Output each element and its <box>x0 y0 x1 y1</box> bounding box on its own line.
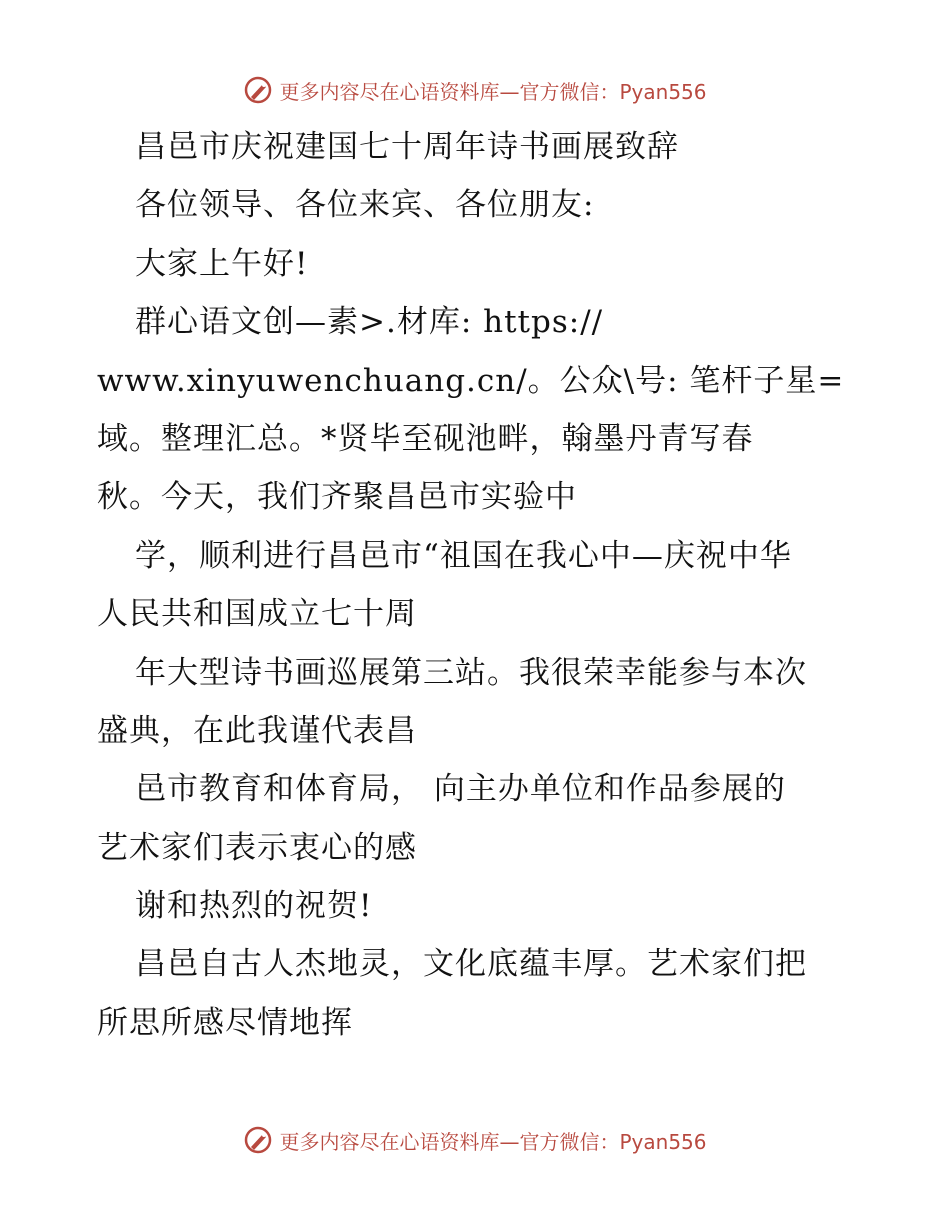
text-line: 秋。今天，我们齐聚昌邑市实验中 <box>97 479 577 516</box>
header-watermark-text: 更多内容尽在心语资料库—官方微信：Pyan556 <box>279 79 707 104</box>
footer-watermark-banner <box>0 1120 950 1160</box>
text-line: 邑市教育和体育局， 向主办单位和作品参展的 <box>135 771 786 808</box>
greeting-line: 大家上午好! <box>135 245 309 282</box>
pen-nib-logo-icon <box>243 1125 273 1155</box>
text-line: 所思所感尽情地挥 <box>97 1004 353 1041</box>
text-line: 盛典，在此我谨代表昌 <box>97 712 417 749</box>
text-line: 昌邑自古人杰地灵，文化底蕴丰厚。艺术家们把 <box>135 946 807 983</box>
text-line: 学，顺利进行昌邑市“祖国在我心中—庆祝中华 <box>135 537 792 574</box>
text-line: 年大型诗书画巡展第三站。我很荣幸能参与本次 <box>135 654 807 691</box>
text-line: 域。整理汇总。*贤毕至砚池畔，翰墨丹青写春 <box>97 420 754 457</box>
text-line: 艺术家们表示衷心的感 <box>97 829 417 866</box>
text-line: 谢和热烈的祝贺! <box>135 888 373 925</box>
text-line: www.xinyuwenchuang.cn/。公众\号: 笔杆子星= <box>97 362 845 399</box>
text-line: 人民共和国成立七十周 <box>97 596 417 633</box>
document-body <box>97 118 857 1052</box>
header-watermark-banner <box>0 70 950 110</box>
document-title: 昌邑市庆祝建国七十周年诗书画展致辞 <box>135 129 679 165</box>
text-line: 群心语文创—素>.材库: https:// <box>135 304 604 341</box>
pen-nib-logo-icon <box>243 75 273 105</box>
salutation-line: 各位领导、各位来宾、各位朋友: <box>135 187 595 224</box>
footer-watermark-text: 更多内容尽在心语资料库—官方微信：Pyan556 <box>279 1129 707 1154</box>
